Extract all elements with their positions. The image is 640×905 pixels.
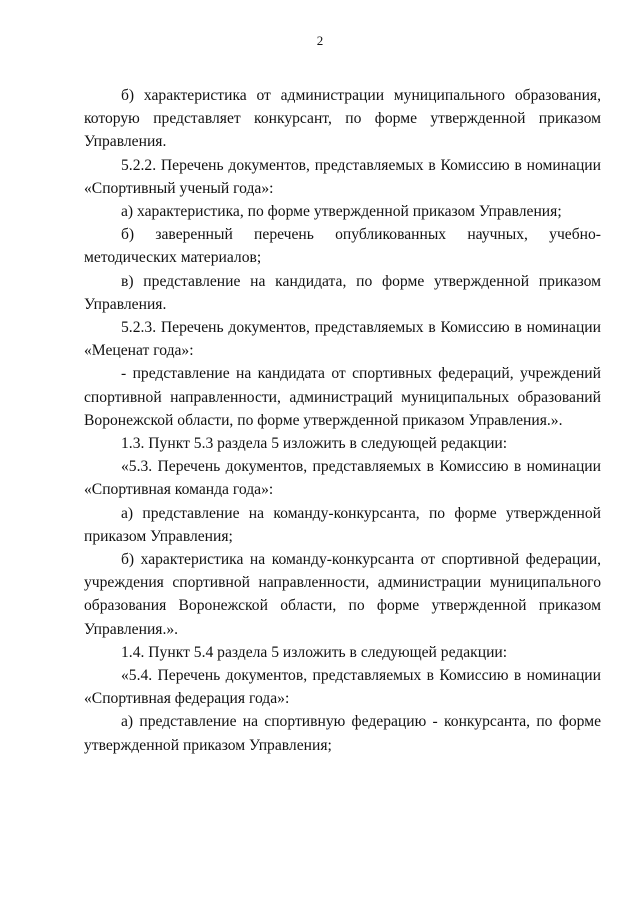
paragraph-5-2-2-heading: 5.2.2. Перечень документов, представляемых в Комиссию в номинации «Спортивный ученый года»: — [84, 156, 601, 197]
paragraph-5-2-3-item: - представление на кандидата от спортивных федераций, учреждений спортивной направленности, администраций муниципальных образований Воронежской области, по форме утвержденной приказом Управления.». — [84, 365, 601, 429]
paragraph-5-3-a: а) представление на команду-конкурсанта, по форме утвержденной приказом Управления; — [84, 504, 601, 545]
paragraph-5-2-2-b: б) заверенный перечень опубликованных научных, учебно-методических материалов; — [84, 226, 601, 267]
paragraph-1-3: 1.3. Пункт 5.3 раздела 5 изложить в следующей редакции: — [121, 435, 508, 453]
paragraph-5-2-2-a: а) характеристика, по форме утвержденной приказом Управления; — [121, 203, 562, 221]
paragraph-5-3-b: б) характеристика на команду-конкурсанта от спортивной федерации, учреждения спортивной направленности, администрации муниципального образования Воронежской области, по форме утвержденной приказом Управления.». — [84, 551, 601, 638]
document-body — [84, 84, 601, 757]
paragraph-5-3-heading: «5.3. Перечень документов, представляемых в Комиссию в номинации «Спортивная команда года»: — [84, 458, 601, 499]
paragraph-b-municipal-characteristic: б) характеристика от администрации муниципального образования, которую представляет конкурсант, по форме утвержденной приказом Управления. — [84, 87, 601, 151]
paragraph-5-2-2-v: в) представление на кандидата, по форме утвержденной приказом Управления. — [84, 272, 601, 313]
paragraph-5-4-a: а) представление на спортивную федерацию - конкурсанта, по форме утвержденной приказом Управления; — [84, 713, 601, 754]
paragraph-5-2-3-heading: 5.2.3. Перечень документов, представляемых в Комиссию в номинации «Меценат года»: — [84, 319, 601, 360]
paragraph-1-4: 1.4. Пункт 5.4 раздела 5 изложить в следующей редакции: — [121, 643, 508, 661]
paragraph-5-4-heading: «5.4. Перечень документов, представляемых в Комиссию в номинации «Спортивная федерация года»: — [84, 667, 601, 708]
page-number: 2 — [316, 33, 324, 48]
